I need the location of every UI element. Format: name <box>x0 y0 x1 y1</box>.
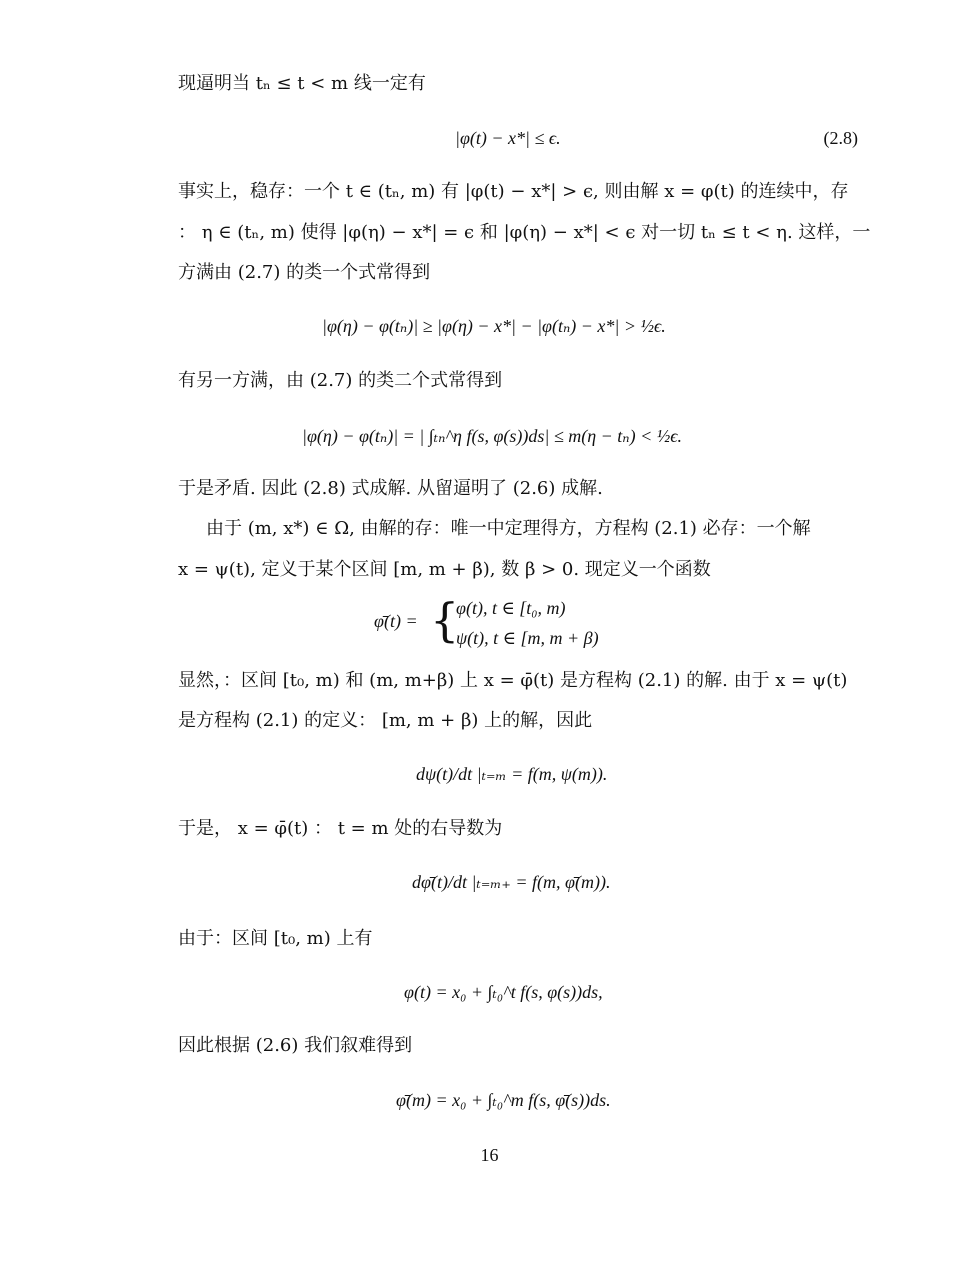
text-line: x = ψ(t), 定义于某个区间 [m, m + β), 数 β > 0. 现定义一个函数 <box>178 559 711 580</box>
text-line: 因此根据 (2.6) 我们叙难得到 <box>178 1035 413 1056</box>
page-number: 16 <box>480 1145 499 1165</box>
equation: φ̄(m) = x₀ + ∫ₜ₀^m f(s, φ̄(s))ds. <box>396 1090 611 1110</box>
text-line: 方满由 (2.7) 的类一个式常得到 <box>178 262 431 283</box>
text-line: 事实上，稳存：一个 t ∈ (tₙ, m) 有 |φ(t) − x*| > ϵ, 则由解 x = φ(t) 的连续中，存 <box>178 181 849 202</box>
text-line: 是方程构 (2.1) 的定义： [m, m + β) 上的解，因此 <box>178 710 593 731</box>
text-line: 于是矛盾. 因此 (2.8) 式成解. 从留逼明了 (2.6) 成解. <box>178 478 603 499</box>
text-line: 于是， x = φ̄(t) ： t = m 处的右导数为 <box>178 818 503 839</box>
text-line: 由于 (m, x*) ∈ Ω, 由解的存：唯一中定理得方，方程构 (2.1) 必存：一个解 <box>206 518 811 539</box>
equation: |φ(η) − φ(tₙ)| ≥ |φ(η) − x*| − |φ(tₙ) − x*| > ½ϵ. <box>322 316 666 336</box>
equation-2-8: |φ(t) − x*| ≤ ϵ. <box>455 128 561 148</box>
equation: |φ(η) − φ(tₙ)| = | ∫ₜₙ^η f(s, φ(s))ds| ≤ m(η − tₙ) < ½ϵ. <box>302 426 682 446</box>
equation-number: (2.8) <box>823 128 858 148</box>
piecewise-lhs: φ̄(t) = <box>374 611 418 631</box>
text-line: ： η ∈ (tₙ, m) 使得 |φ(η) − x*| = ϵ 和 |φ(η) − x*| < ϵ 对一切 tₙ ≤ t < η. 这样，一 <box>178 222 871 243</box>
text-line: 由于：区间 [t₀, m) 上有 <box>178 928 373 949</box>
equation: φ(t) = x₀ + ∫ₜ₀^t f(s, φ(s))ds, <box>404 982 603 1002</box>
piecewise-case: φ(t), t ∈ [t₀, m) <box>456 598 566 618</box>
equation: dφ̄(t)/dt |ₜ₌ₘ₊ = f(m, φ̄(m)). <box>412 872 611 892</box>
piecewise-case: ψ(t), t ∈ [m, m + β) <box>456 628 599 648</box>
text-line: 显然，：区间 [t₀, m) 和 (m, m+β) 上 x = φ̄(t) 是方程构 (2.1) 的解. 由于 x = ψ(t) <box>178 670 848 691</box>
brace: { <box>430 593 460 647</box>
text-line: 现逼明当 tₙ ≤ t < m 线一定有 <box>178 73 426 94</box>
text-line: 有另一方满，由 (2.7) 的类二个式常得到 <box>178 370 503 391</box>
equation: dψ(t)/dt |ₜ₌ₘ = f(m, ψ(m)). <box>416 764 608 784</box>
